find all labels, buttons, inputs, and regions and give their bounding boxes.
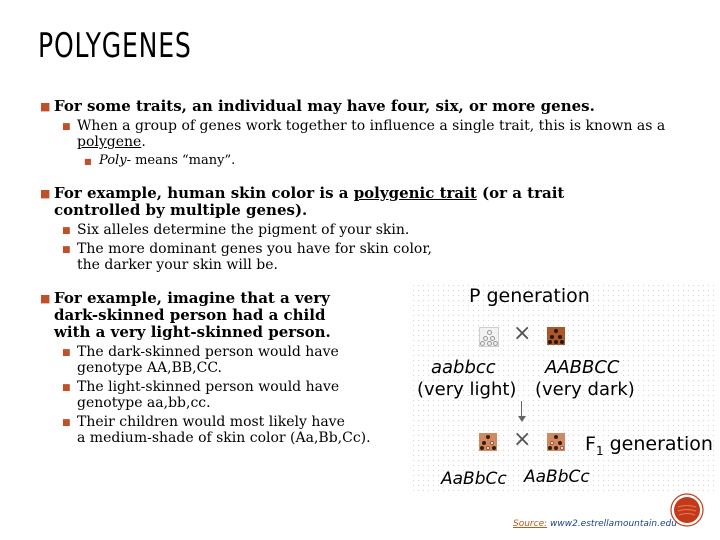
source-credit [513,519,677,529]
bullet-text: genotype aa,bb,cc. [77,395,211,411]
bullet-marker: ■ [62,245,71,255]
bullet-text: the darker your skin will be. [77,257,278,273]
bullet-marker: ■ [62,122,71,132]
bullet-text: For example, human skin color is a [54,184,354,202]
bullet-marker: ■ [62,418,71,428]
sub-sub-bullet-poly [40,153,720,169]
f1-letter: F [585,433,596,455]
bullet-marker: ■ [62,226,71,236]
cross-icon: × [513,321,532,346]
f1-generation-text: generation [603,433,713,455]
p-generation-label: P generation [469,285,590,307]
bullet-text: genotype AA,BB,CC. [77,360,222,376]
polygenic-trait-link[interactable]: polygenic trait [353,184,477,202]
light-skin-square [479,327,499,347]
label-very-light: (very light) [417,379,517,400]
source-url[interactable]: www2.estrellamountain.edu [547,519,677,529]
bullet-marker: ■ [62,383,71,393]
bullet-text: The light-skinned person would have [77,379,340,395]
f1-subscript: 1 [595,443,604,458]
bullet-text: . [141,134,146,150]
sub-bullet-dominant-genes [40,241,720,273]
bullet-marker: ■ [40,187,51,200]
bullet-marker: ■ [84,157,92,166]
sub-bullet-six-alleles [40,222,720,238]
bullet-text: - means “many”. [126,153,236,168]
bullet-text: a medium-shade of skin color (Aa,Bb,Cc). [77,430,371,446]
f1-generation-label [585,433,713,458]
polygene-link[interactable]: polygene [77,134,142,150]
bullet-marker: ■ [40,100,51,113]
bullet-text: (or a trait controlled by multiple genes). [54,184,565,219]
bullet-skin-color [40,185,644,219]
slide-title: POLYGENES [38,26,192,66]
bullet-traits [40,98,720,115]
bullet-text: For example, imagine that a very [54,289,330,307]
arrow-down-icon [518,416,526,422]
bullet-text: For some traits, an individual may have four, six, or more genes. [54,97,595,115]
genotype-dark: AABBCC [545,357,620,378]
cross-icon: × [513,427,532,452]
bullet-marker: ■ [40,292,51,305]
source-label[interactable]: Source: [513,519,548,529]
bullet-text: Six alleles determine the pigment of your skin. [77,222,410,238]
genotype-light: aabbcc [431,357,496,378]
genetics-cross-figure [411,283,715,493]
medium-skin-square-left [479,433,497,451]
genotype-f1-right: AaBbCc [524,467,590,487]
sub-bullet-polygene [40,118,707,150]
genotype-f1-left: AaBbCc [441,469,507,489]
bullet-text: dark-skinned person had a child [54,306,326,324]
bullet-text: The more dominant genes you have for skin color, [77,241,432,257]
label-very-dark: (very dark) [535,379,635,400]
medium-skin-square-right [547,433,565,451]
bullet-text: with a very light-skinned person. [54,323,331,341]
bullet-marker: ■ [62,348,71,358]
poly-term: Poly [99,153,127,168]
arrow-shaft [521,401,522,417]
bullet-text: Their children would most likely have [77,414,345,430]
dark-skin-square [547,327,565,345]
bullet-text: When a group of genes work together to influence a single trait, this is known as a [77,118,666,134]
bullet-text: The dark-skinned person would have [77,344,339,360]
